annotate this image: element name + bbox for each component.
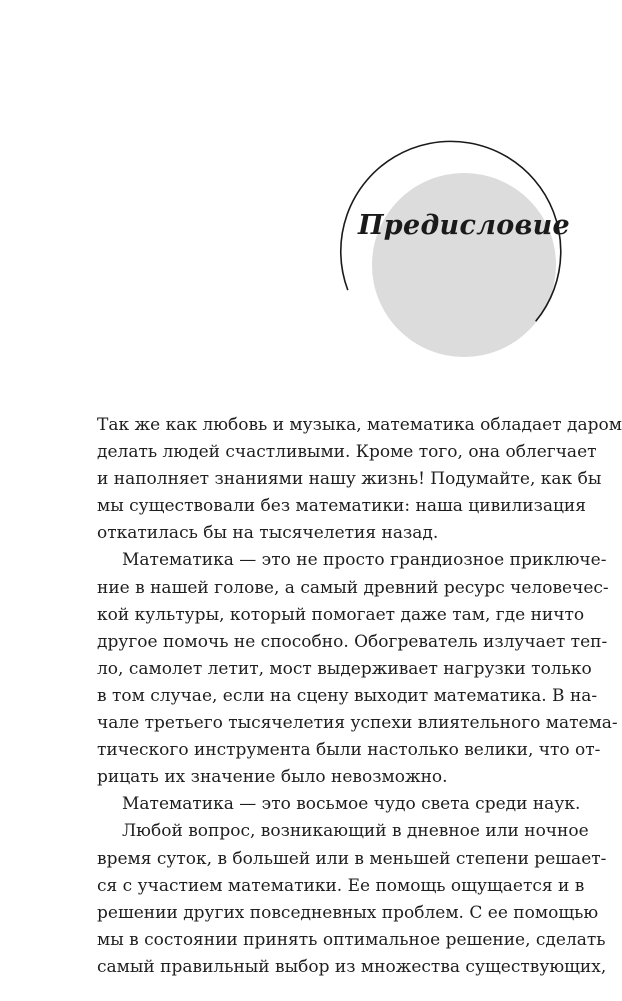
chapter-title: Предисловие [358, 210, 571, 241]
heading-gray-disc [372, 173, 556, 357]
text-line: ние в нашей голове, а самый древний ресурс человечес- [97, 577, 609, 598]
text-line: в том случае, если на сцену выходит математика. В на- [97, 685, 598, 706]
text-line: самый правильный выбор из множества существующих, [97, 956, 607, 977]
text-line: ло, самолет летит, мост выдерживает нагрузки только [97, 658, 592, 679]
text-line: ся с участием математики. Ее помощь ощущается и в [97, 875, 585, 896]
text-line: кой культуры, который помогает даже там, где ничто [97, 604, 585, 625]
text-line: откатилась бы на тысячелетия назад. [97, 523, 439, 544]
text-line: рицать их значение было невозможно. [97, 767, 448, 788]
text-line: чале третьего тысячелетия успехи влиятельного матема- [97, 713, 618, 734]
text-line: Так же как любовь и музыка, математика обладает даром [97, 415, 622, 435]
text-line: мы в состоянии принять оптимальное решение, сделать [97, 929, 606, 950]
text-line: и наполняет знаниями нашу жизнь! Подумайте, как бы [97, 469, 602, 490]
text-line: Математика — это не просто грандиозное приключе- [122, 550, 607, 571]
body-text [97, 412, 622, 981]
text-line: Математика — это восьмое чудо света среди наук. [122, 794, 581, 815]
text-line: решении других повседневных проблем. С ее помощью [97, 902, 599, 923]
chapter-heading-graphic [0, 0, 619, 380]
text-line: Любой вопрос, возникающий в дневное или ночное [122, 821, 589, 842]
text-line: мы существовали без математики: наша цивилизация [97, 496, 586, 517]
text-line: другое помочь не способно. Обогреватель излучает теп- [97, 631, 608, 652]
text-line: тического инструмента были настолько велики, что от- [97, 740, 601, 761]
text-line: делать людей счастливыми. Кроме того, она облегчает [97, 442, 597, 463]
text-line: время суток, в большей или в меньшей степени решает- [97, 848, 607, 869]
